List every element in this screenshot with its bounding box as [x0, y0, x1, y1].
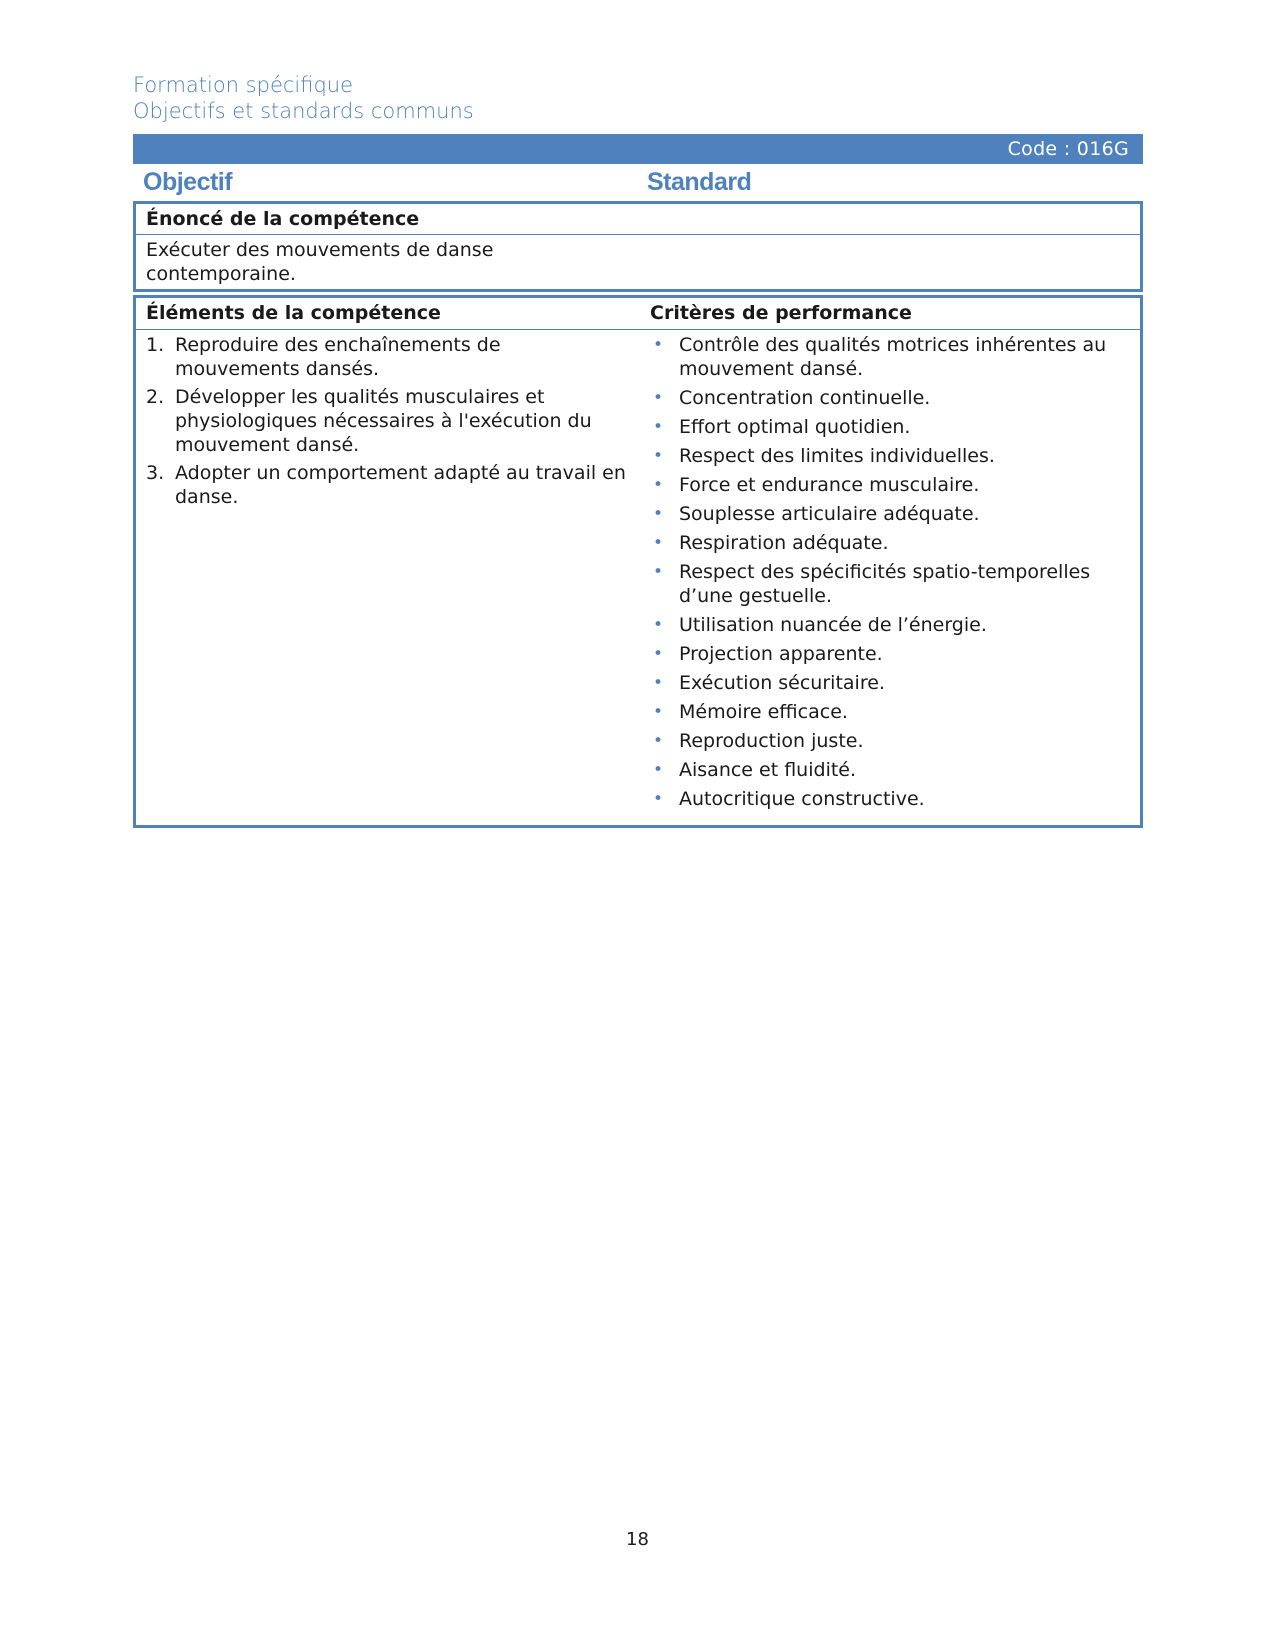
column-titles: [133, 164, 1143, 202]
list-item: [650, 415, 1130, 439]
criterion-text: Respect des limites individuelles.: [679, 445, 995, 467]
list-item: [146, 461, 626, 509]
header-line-formation: Formation spécifique: [133, 73, 354, 97]
bullet-icon: •: [653, 789, 664, 809]
elements-heading: Éléments de la compétence: [146, 302, 441, 324]
element-number: 2.: [146, 386, 165, 408]
standard-title: Standard: [647, 168, 752, 196]
bullet-icon: •: [653, 475, 664, 495]
criterion-text: Contrôle des qualités motrices inhérentes au mouvement dansé.: [679, 334, 1107, 380]
criterion-text: Concentration continuelle.: [679, 387, 931, 409]
header-line-objectifs: Objectifs et standards communs: [133, 99, 474, 123]
bullet-icon: •: [653, 446, 664, 466]
bullet-icon: •: [653, 731, 664, 751]
list-item: [650, 473, 1130, 497]
criterion-text: Effort optimal quotidien.: [679, 416, 911, 438]
list-item: [650, 758, 1130, 782]
list-item: [650, 386, 1130, 410]
bullet-icon: •: [653, 760, 664, 780]
elements-list: [146, 333, 626, 513]
bullet-icon: •: [653, 504, 664, 524]
criterion-text: Respiration adéquate.: [679, 532, 889, 554]
element-text: Reproduire des enchaînements de mouvements dansés.: [175, 334, 501, 380]
bullet-icon: •: [653, 562, 664, 582]
bullet-icon: •: [653, 417, 664, 437]
code-label: Code : 016G: [1007, 138, 1129, 160]
criterion-text: Force et endurance musculaire.: [679, 474, 980, 496]
list-item: [146, 385, 626, 457]
bullet-icon: •: [653, 644, 664, 664]
list-item: [650, 729, 1130, 753]
elements-criteria-heads: [136, 298, 1140, 330]
bullet-icon: •: [653, 335, 664, 355]
criteria-heading: Critères de performance: [650, 302, 912, 324]
list-item: [650, 700, 1130, 724]
criterion-text: Projection apparente.: [679, 643, 883, 665]
bullet-icon: •: [653, 615, 664, 635]
criterion-text: Aisance et fluidité.: [679, 759, 857, 781]
bullet-icon: •: [653, 533, 664, 553]
list-item: [650, 642, 1130, 666]
element-number: 1.: [146, 334, 165, 356]
criterion-text: Reproduction juste.: [679, 730, 864, 752]
list-item: [650, 444, 1130, 468]
list-item: [650, 613, 1130, 637]
criterion-text: Mémoire efficace.: [679, 701, 848, 723]
list-item: [650, 333, 1130, 381]
enonce-heading: Énoncé de la compétence: [136, 204, 1140, 235]
criteria-list: [650, 333, 1130, 816]
bullet-icon: •: [653, 388, 664, 408]
list-item: [650, 531, 1130, 555]
list-item: [650, 671, 1130, 695]
element-text: Adopter un comportement adapté au travail en danse.: [175, 462, 626, 508]
criterion-text: Exécution sécuritaire.: [679, 672, 885, 694]
bullet-icon: •: [653, 702, 664, 722]
list-item: [650, 560, 1130, 608]
list-item: [650, 787, 1130, 811]
document-header: [133, 72, 474, 124]
code-bar: [133, 134, 1143, 164]
elements-criteria-box: [133, 295, 1143, 828]
criterion-text: Autocritique constructive.: [679, 788, 925, 810]
list-item: [650, 502, 1130, 526]
enonce-box: [133, 201, 1143, 292]
enonce-text: Exécuter des mouvements de danse contemporaine.: [146, 239, 494, 285]
objectif-title: Objectif: [143, 168, 233, 196]
criterion-text: Souplesse articulaire adéquate.: [679, 503, 980, 525]
criterion-text: Respect des spécificités spatio-temporelles d’une gestuelle.: [679, 561, 1091, 607]
bullet-icon: •: [653, 673, 664, 693]
list-item: [146, 333, 626, 381]
element-number: 3.: [146, 462, 165, 484]
criterion-text: Utilisation nuancée de l’énergie.: [679, 614, 987, 636]
page-number: 18: [626, 1529, 649, 1550]
element-text: Développer les qualités musculaires et physiologiques nécessaires à l'exécution du mouvement dansé.: [175, 386, 592, 456]
